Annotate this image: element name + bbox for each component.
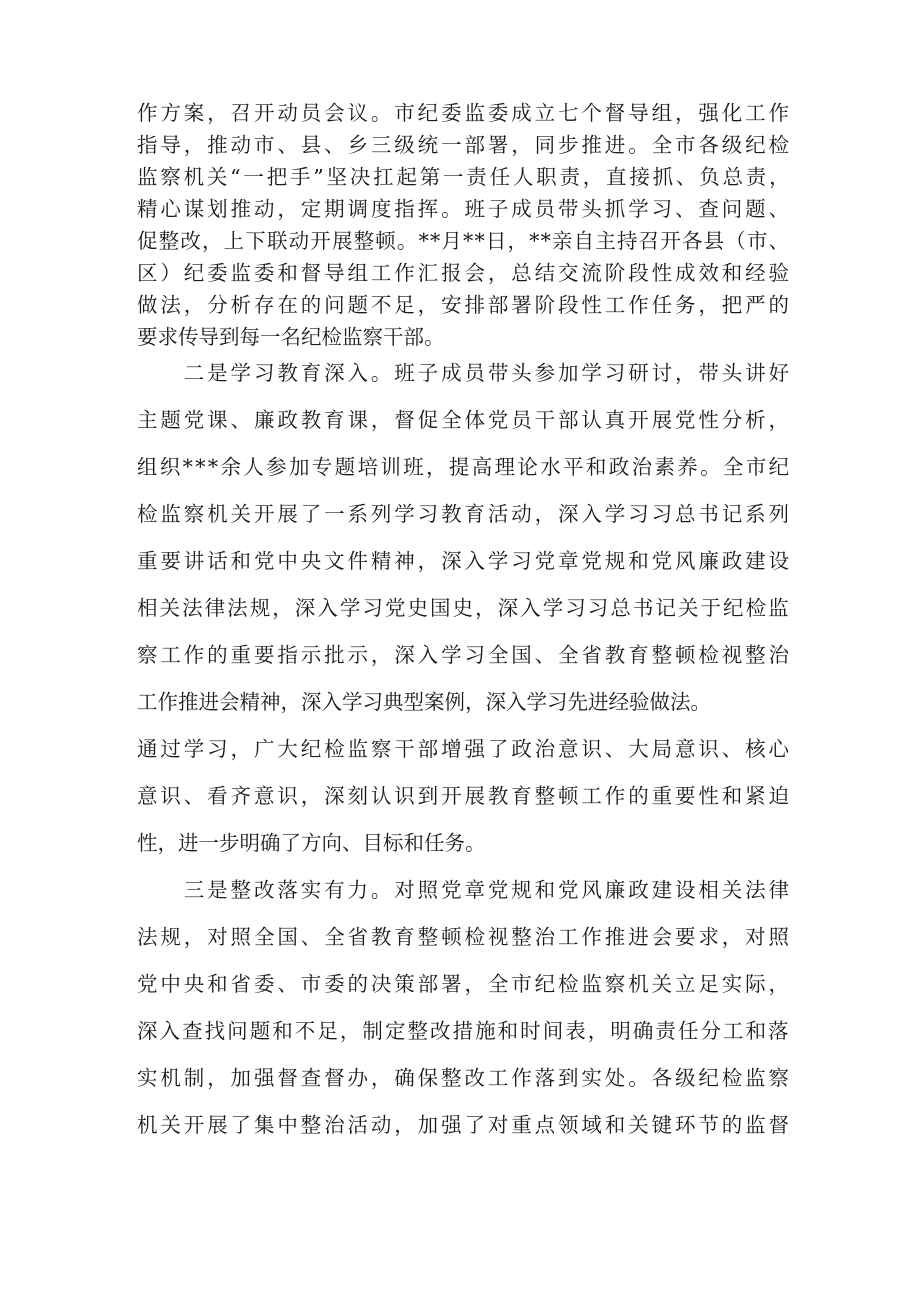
paragraph-3-line: 法规，对照全国、全省教育整顿检视整治工作推进会要求，对照: [137, 925, 792, 949]
paragraph-3-line: 党中央和省委、市委的决策部署，全市纪检监察机关立足实际，: [137, 972, 792, 996]
paragraph-2-line: 意识、看齐意识，深刻认识到开展教育整顿工作的重要性和紧迫: [137, 784, 792, 808]
paragraph-1-line: 做法，分析存在的问题不足，安排部署阶段性工作任务，把严的: [137, 293, 792, 317]
paragraph-3-line: 机关开展了集中整治活动，加强了对重点领域和关键环节的监督: [137, 1113, 792, 1137]
paragraph-1-line: 监察机关“一把手”坚决扛起第一责任人职责，直接抓、负总责，: [137, 165, 793, 189]
paragraph-1-line: 要求传导到每一名纪检监察干部。: [137, 325, 445, 349]
paragraph-1-line: 指导，推动市、县、乡三级统一部署，同步推进。全市各级纪检: [137, 133, 792, 157]
paragraph-2-line: 性，进一步明确了方向、目标和任务。: [137, 831, 486, 855]
paragraph-2-line: 通过学习，广大纪检监察干部增强了政治意识、大局意识、核心: [137, 737, 792, 761]
paragraph-2-line: 组织***余人参加专题培训班，提高理论水平和政治素养。全市纪: [137, 455, 792, 479]
paragraph-2-line: 相关法律法规，深入学习党史国史，深入学习习总书记关于纪检监: [137, 596, 791, 620]
paragraph-3-line: 实机制，加强督查督办，确保整改工作落到实处。各级纪检监察: [137, 1066, 792, 1090]
paragraph-1-line: 促整改，上下联动开展整顿。**月**日，**亲自主持召开各县（市、: [137, 229, 791, 253]
paragraph-1-line: 区）纪委监委和督导组工作汇报会，总结交流阶段性成效和经验: [137, 261, 792, 285]
paragraph-2-line: 察工作的重要指示批示，深入学习全国、全省教育整顿检视整治: [137, 643, 792, 667]
paragraph-2-line: 检监察机关开展了一系列学习教育活动，深入学习习总书记系列: [137, 502, 792, 526]
paragraph-2-line: 主题党课、廉政教育课，督促全体党员干部认真开展党性分析，: [137, 408, 792, 432]
paragraph-3-line: 深入查找问题和不足，制定整改措施和时间表，明确责任分工和落: [137, 1019, 791, 1043]
paragraph-3-line: 三是整改落实有力。对照党章党规和党风廉政建设相关法律: [137, 878, 792, 902]
paragraph-1-line: 精心谋划推动，定期调度指挥。班子成员带头抓学习、查问题、: [137, 197, 792, 221]
paragraph-1-line: 作方案，召开动员会议。市纪委监委成立七个督导组，强化工作: [137, 101, 792, 125]
paragraph-2-line: 重要讲话和党中央文件精神，深入学习党章党规和党风廉政建设: [137, 549, 792, 573]
paragraph-2-line: 工作推进会精神，深入学习典型案例，深入学习先进经验做法。: [137, 690, 711, 714]
paragraph-2-line: 二是学习教育深入。班子成员带头参加学习研讨，带头讲好: [137, 361, 792, 385]
